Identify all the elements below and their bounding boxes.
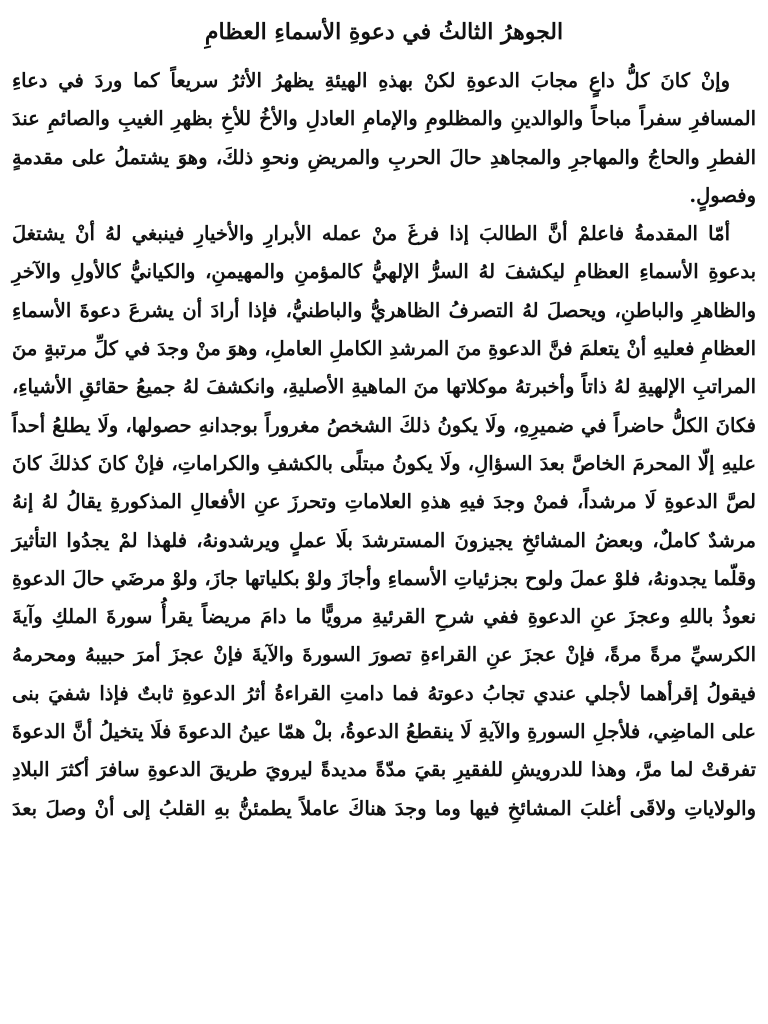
paragraph-introduction	[12, 215, 756, 828]
paragraph-intro	[12, 62, 756, 215]
section-title: الجوهرُ الثالثُ في دعوةِ الأسماءِ العظامِ	[204, 19, 564, 45]
paragraph-intro-text: وإنْ كانَ كلُّ داعٍ مجابَ الدعوةِ لكنْ بهذهِ الهيئةِ يظهرُ الأثرُ سريعاً كما وردَ في دعاءِ المسافرِ سفراً مباحاً والوالدينِ والمظلومِ والإمامِ العادلِ والأخُ للأخِ بظهرِ الغيبِ والصائمِ عندَ الفطرِ والحاجُ والمهاجرِ والمجاهدِ حالَ الحربِ والمريضِ ونحوِ ذلكَ، وهوَ يشتملُ على مقدمةٍ وفصولٍ.	[12, 69, 756, 207]
paragraph-introduction-text: أمّا المقدمةُ فاعلمْ أنَّ الطالبَ إذا فرغَ منْ عمله الأبرارِ والأخيارِ فينبغي لهُ أنْ يشتغلَ بدعوةِ الأسماءِ العظامِ ليكشفَ لهُ السرُّ الإلهيُّ كالمؤمنِ والمهيمنِ، والكيانيُّ كالأولِ والآخرِ والظاهرِ والباطنِ، ويحصلَ لهُ التصرفُ الظاهريُّ والباطنيُّ، فإذا أرادَ أن يشرعَ دعوةَ الأسماءِ العظامِ فعليهِ أنْ يتعلمَ فنَّ الدعوةِ منَ المرشدِ الكاملِ العاملِ، وهوَ منْ وجدَ في كلِّ مرتبةٍ منَ المراتبِ الإلهيةِ لهُ ذاتاً وأخبرتهُ موكلاتها منَ الماهيةِ الأصليةِ، وانكشفَ لهُ جميعُ حقائقِ الأشياءِ، فكانَ الكلُّ حاضراً في ضميرِهِ، ولَا يكونُ ذلكَ الشخصُ مغروراً بوجدانهِ حصولها، ولَا يطلعُ أحداً عليهِ إلّا المحرمَ الخاصَّ بعدَ السؤالِ، ولَا يكونُ مبتلًى بالكشفِ والكراماتِ، فإنْ كانَ كذلكَ كانَ لصَّ الدعوةِ لَا مرشداً، فمنْ وجدَ فيهِ هذهِ العلاماتِ وتحرزَ عنِ الأفعالِ المذكورةِ يقالُ لهُ إنهُ مرشدٌ كاملٌ، وبعضُ المشائخِ يجيزونَ المسترشدَ بلَا عملٍ ويرشدونهُ، فلهذا لمْ يجدُوا التأثيرَ وقلّما يجدونهُ، فلوْ عملَ ولوح بجزئياتِ الأسماءِ وأجازَ ولوْ بكلياتها جازَ، ولوْ مرضَي حالَ الدعوةِ نعوذُ باللهِ وعجزَ عنِ الدعوةِ ففي شرحِ القرئيةِ مرويًّا ما دامَ مريضاً يقرأُ سورةَ الملكِ وآيةَ الكرسيِّ مرةً مرةً، فإنْ عجزَ عنِ القراءةِ تصورَ السورةَ والآيةَ فإنْ عجزَ أمرَ حبيبهُ ومحرمهُ فيقولُ إقرأهما لأجلي عندي تجابُ دعوتهُ فما دامتِ القراءةُ أثرُ الدعوةِ ثابتٌ فإذا شفيَ بنى على الماضِي، فلأجلِ السورةِ والآيةِ لَا ينقطعُ الدعوةُ، بلْ همّا عينُ الدعوةَ فلَا يتخيلُ أنَّ الدعوةَ تفرقتْ لما مرَّ، وهذا للدرويشِ للفقيرِ بقيَ مدّةً مديدةً ليرويَ طريقَ الدعوةِ سافرَ أكثرَ البلادِ والولاياتِ ولاقَى أغلبَ المشائخِ فيها وما وجدَ هناكَ عاملاً يطمئنُّ بهِ القلبُ إلى أنْ وصلَ بعدَ	[12, 222, 756, 820]
